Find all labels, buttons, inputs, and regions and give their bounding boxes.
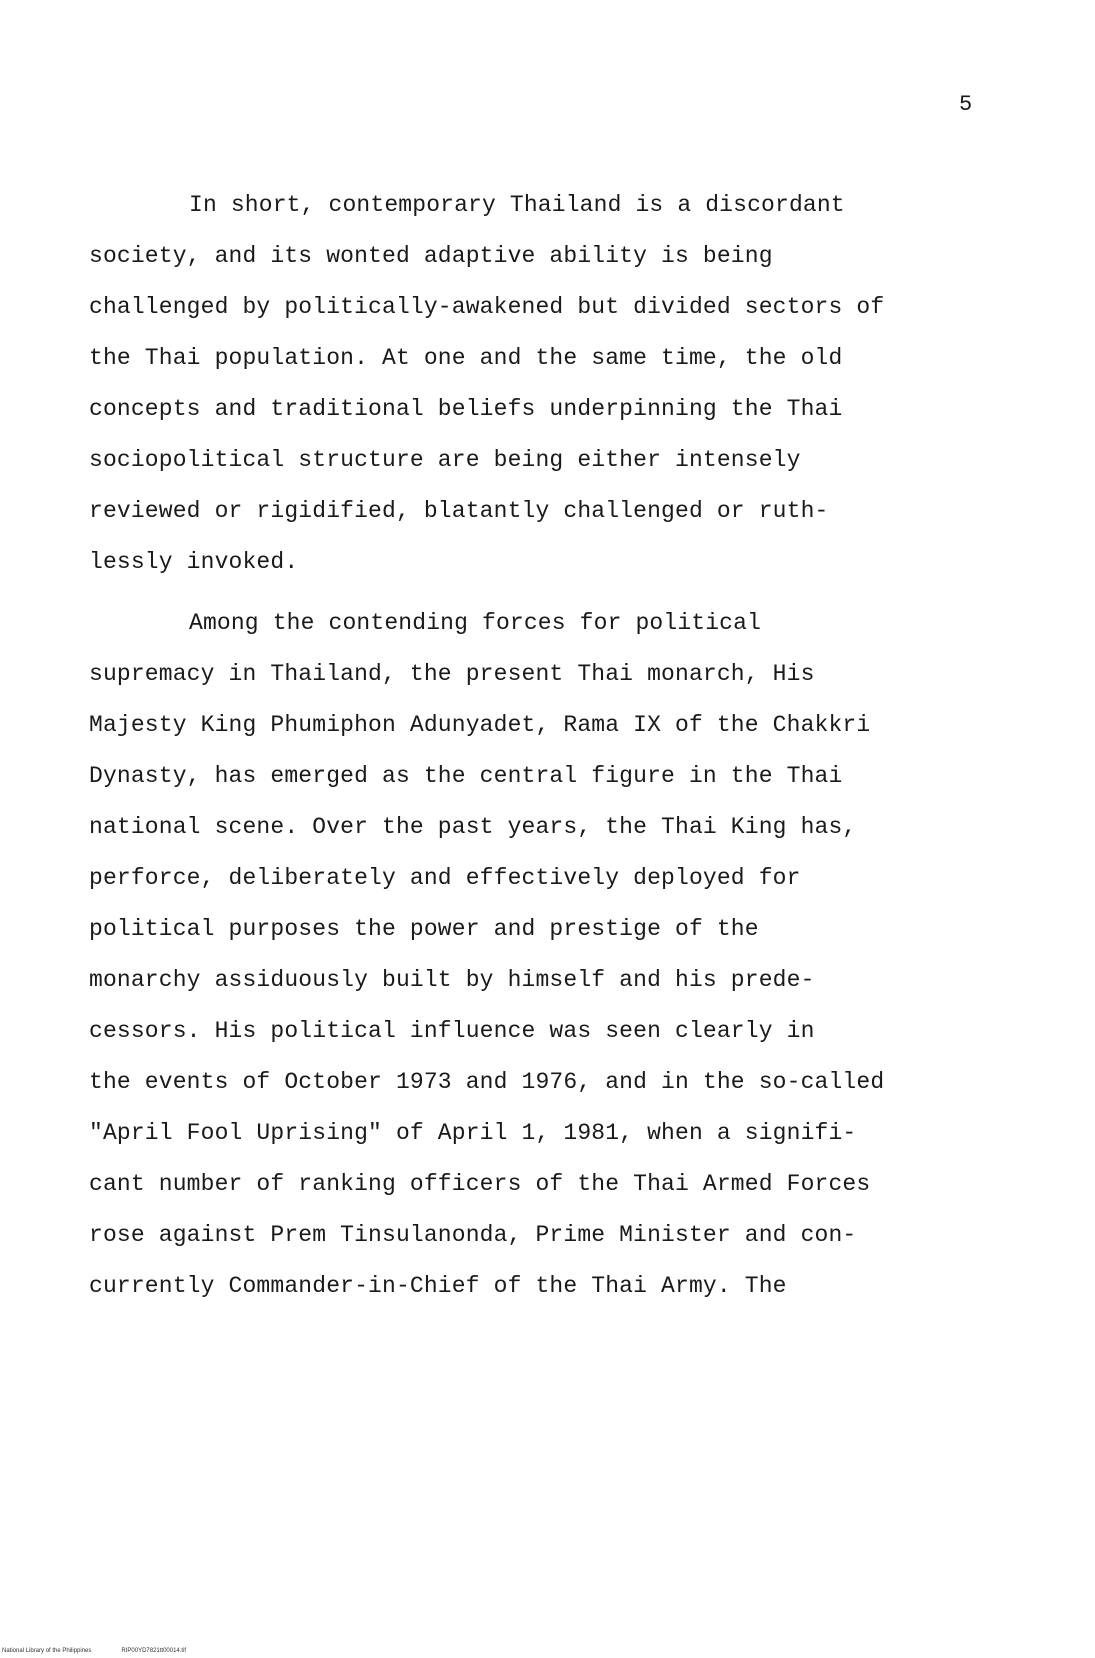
text-line: In short, contemporary Thailand is a discordant xyxy=(189,192,845,218)
footer-library: National Library of the Philippines xyxy=(2,1648,92,1654)
text-line: rose against Prem Tinsulanonda, Prime Minister and con- xyxy=(89,1222,857,1248)
text-line: supremacy in Thailand, the present Thai monarch, His xyxy=(89,661,815,687)
text-line: the Thai population. At one and the same time, the old xyxy=(89,345,843,371)
text-line: challenged by politically-awakened but divided sectors of xyxy=(89,294,885,320)
text-line: concepts and traditional beliefs underpinning the Thai xyxy=(89,396,843,422)
text-line: the events of October 1973 and 1976, and in the so-called xyxy=(89,1069,885,1095)
text-line: perforce, deliberately and effectively deployed for xyxy=(89,865,801,891)
text-line: lessly invoked. xyxy=(89,549,299,575)
page-number: 5 xyxy=(959,92,973,117)
text-line: currently Commander-in-Chief of the Thai Army. The xyxy=(89,1273,787,1299)
text-line: monarchy assiduously built by himself and his prede- xyxy=(89,967,815,993)
footer-file: RIP00YD7821tt00014.tif xyxy=(121,1648,187,1654)
text-line: reviewed or rigidified, blatantly challenged or ruth- xyxy=(89,498,829,524)
text-line: cant number of ranking officers of the Thai Armed Forces xyxy=(89,1171,871,1197)
text-line: cessors. His political influence was seen clearly in xyxy=(89,1018,815,1044)
text-line: Majesty King Phumiphon Adunyadet, Rama IX of the Chakkri xyxy=(89,712,871,738)
text-line: society, and its wonted adaptive ability is being xyxy=(89,243,773,269)
text-line: Among the contending forces for political xyxy=(189,610,762,636)
text-line: Dynasty, has emerged as the central figure in the Thai xyxy=(89,763,843,789)
text-line: national scene. Over the past years, the Thai King has, xyxy=(89,814,857,840)
scan-footer xyxy=(2,1647,216,1655)
text-line: political purposes the power and prestige of the xyxy=(89,916,759,942)
text-line: sociopolitical structure are being either intensely xyxy=(89,447,801,473)
text-line: "April Fool Uprising" of April 1, 1981, when a signifi- xyxy=(89,1120,857,1146)
